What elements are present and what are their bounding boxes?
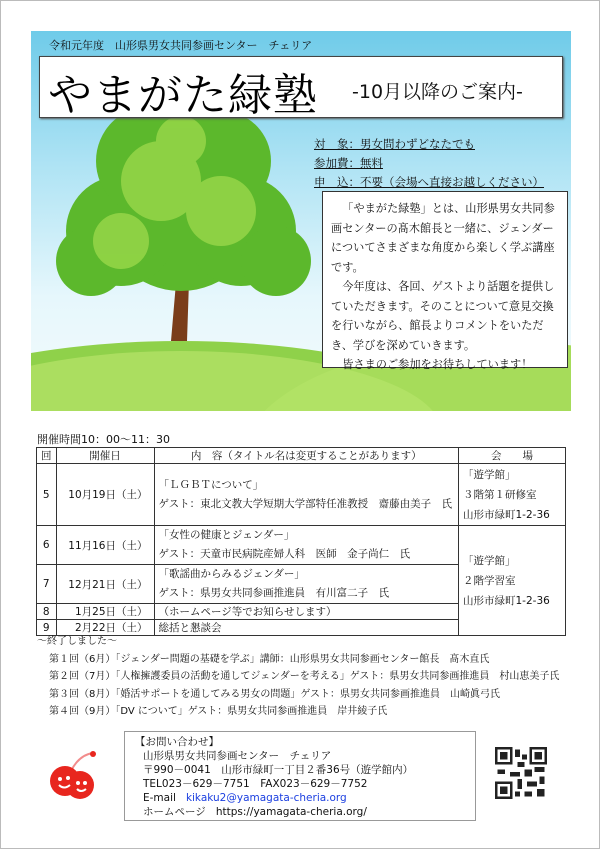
row-no: 6 (37, 526, 57, 565)
row-no: 9 (37, 620, 57, 636)
row-no: 5 (37, 464, 57, 526)
row-no: 8 (37, 604, 57, 620)
venue-address: 山形市緑町1-2-36 (463, 508, 550, 521)
hours-text: 開催時間10：00～11：30 (37, 433, 170, 446)
row-title: （ホームページ等でお知らせします） (154, 604, 459, 620)
description-p3: 皆さまのご参加をお待ちしています！ (342, 358, 533, 371)
info-application: 申 込：不要（会場へ直接お越しください） (314, 175, 544, 189)
row-guest: ゲスト：天童市民病院産婦人科 医師 金子尚仁 氏 (158, 548, 411, 560)
page-title: やまがた緑塾 (48, 70, 318, 121)
row-title: 「女性の健康とジェンダー」 (158, 529, 295, 541)
finished-item: 第３回（8月）「婚活サポートを通してみる男女の問題」ゲスト：県男女共同参画推進員 山崎眞弓氏 (49, 688, 500, 700)
web-url[interactable]: https://yamagata-cheria.org/ (215, 806, 367, 818)
venue-address: 山形市緑町1-2-36 (463, 594, 550, 607)
web-label: ホームページ (143, 806, 206, 818)
page-subtitle: -10月以降のご案内- (352, 81, 523, 103)
row-title: 「歌謡曲からみるジェンダー」 (158, 568, 305, 580)
finished-sessions (37, 633, 559, 721)
finished-item: 第４回（9月）「DV について」ゲスト：県男女共同参画推進員 岸井綾子氏 (49, 706, 388, 717)
finished-item: 第１回（6月）「ジェンダー問題の基礎を学ぶ」講師：山形県男女共同参画センター館長 髙木直氏 (49, 653, 490, 665)
contact-heading: 【お問い合わせ】 (135, 736, 219, 748)
table-row (37, 526, 566, 565)
row-no: 7 (37, 565, 57, 604)
cherry-logo-icon (49, 749, 99, 801)
header-content: 内 容（タイトル名は変更することがあります） (154, 448, 459, 464)
row-date: 12月21日（土） (56, 565, 154, 604)
info-fee: 参加費：無料 (314, 156, 383, 170)
venue-name: 「遊学館」 (463, 554, 516, 567)
venue-1 (459, 464, 566, 526)
contact-org: 山形県男女共同参画センター チェリア (143, 750, 332, 762)
description-p1: 「やまがた緑塾」とは、山形県男女共同参画センターの髙木館長と一緒に、ジェンダーについてさまざまな角度から楽しく学ぶ講座です。 (331, 202, 555, 274)
info-target: 対 象：男女問わずどなたでも (314, 137, 475, 151)
row-title: 「ＬＧＢＴについて」 (158, 478, 264, 491)
row-guest: ゲスト：東北文教大学短期大学部特任准教授 齋藤由美子 氏 (158, 497, 453, 510)
qr-code-icon (495, 746, 547, 800)
header-venue: 会 場 (459, 448, 566, 464)
email-link[interactable]: kikaku2@yamagata-cheria.org (185, 792, 347, 804)
row-title: 総括と懇談会 (154, 620, 459, 636)
row-date: 11月16日（土） (56, 526, 154, 565)
contact-box (124, 731, 476, 821)
description-box (322, 191, 568, 371)
contact-phone: TEL023－629－7751 FAX023－629－7752 (143, 778, 368, 790)
schedule-table (36, 447, 566, 636)
venue-2 (459, 526, 566, 636)
title-box (39, 56, 563, 121)
venue-room: ２階学習室 (463, 574, 516, 587)
row-guest: ゲスト：県男女共同参画推進員 有川富二子 氏 (158, 587, 390, 599)
row-date: 1月25日（土） (56, 604, 154, 620)
finished-heading: ～終了しました～ (37, 636, 117, 647)
finished-item: 第２回（7月）「人権擁護委員の活動を通してジェンダーを考える」ゲスト：県男女共同参画推進員 村山恵美子氏 (49, 671, 560, 682)
table-header (37, 448, 566, 464)
organizer-text: 令和元年度 山形県男女共同参画センター チェリア (49, 39, 313, 52)
contact-address: 〒990－0041 山形市緑町一丁目２番36号（遊学館内） (143, 764, 414, 776)
header-no: 回 (37, 448, 57, 464)
email-label: E-mail (143, 792, 176, 804)
row-date: 10月19日（土） (56, 464, 154, 526)
info-list (314, 135, 544, 192)
header-date: 開催日 (56, 448, 154, 464)
hero-banner (31, 31, 571, 411)
venue-name: 「遊学館」 (463, 468, 516, 481)
row-date: 2月22日（土） (56, 620, 154, 636)
table-row (37, 464, 566, 526)
venue-room: ３階第１研修室 (463, 488, 537, 501)
description-p2: 今年度は、各回、ゲストより話題を提供していただきます。そのことについて意見交換を行いながら、館長よりコメントをいただき、学びを深めていきます。 (331, 280, 555, 352)
